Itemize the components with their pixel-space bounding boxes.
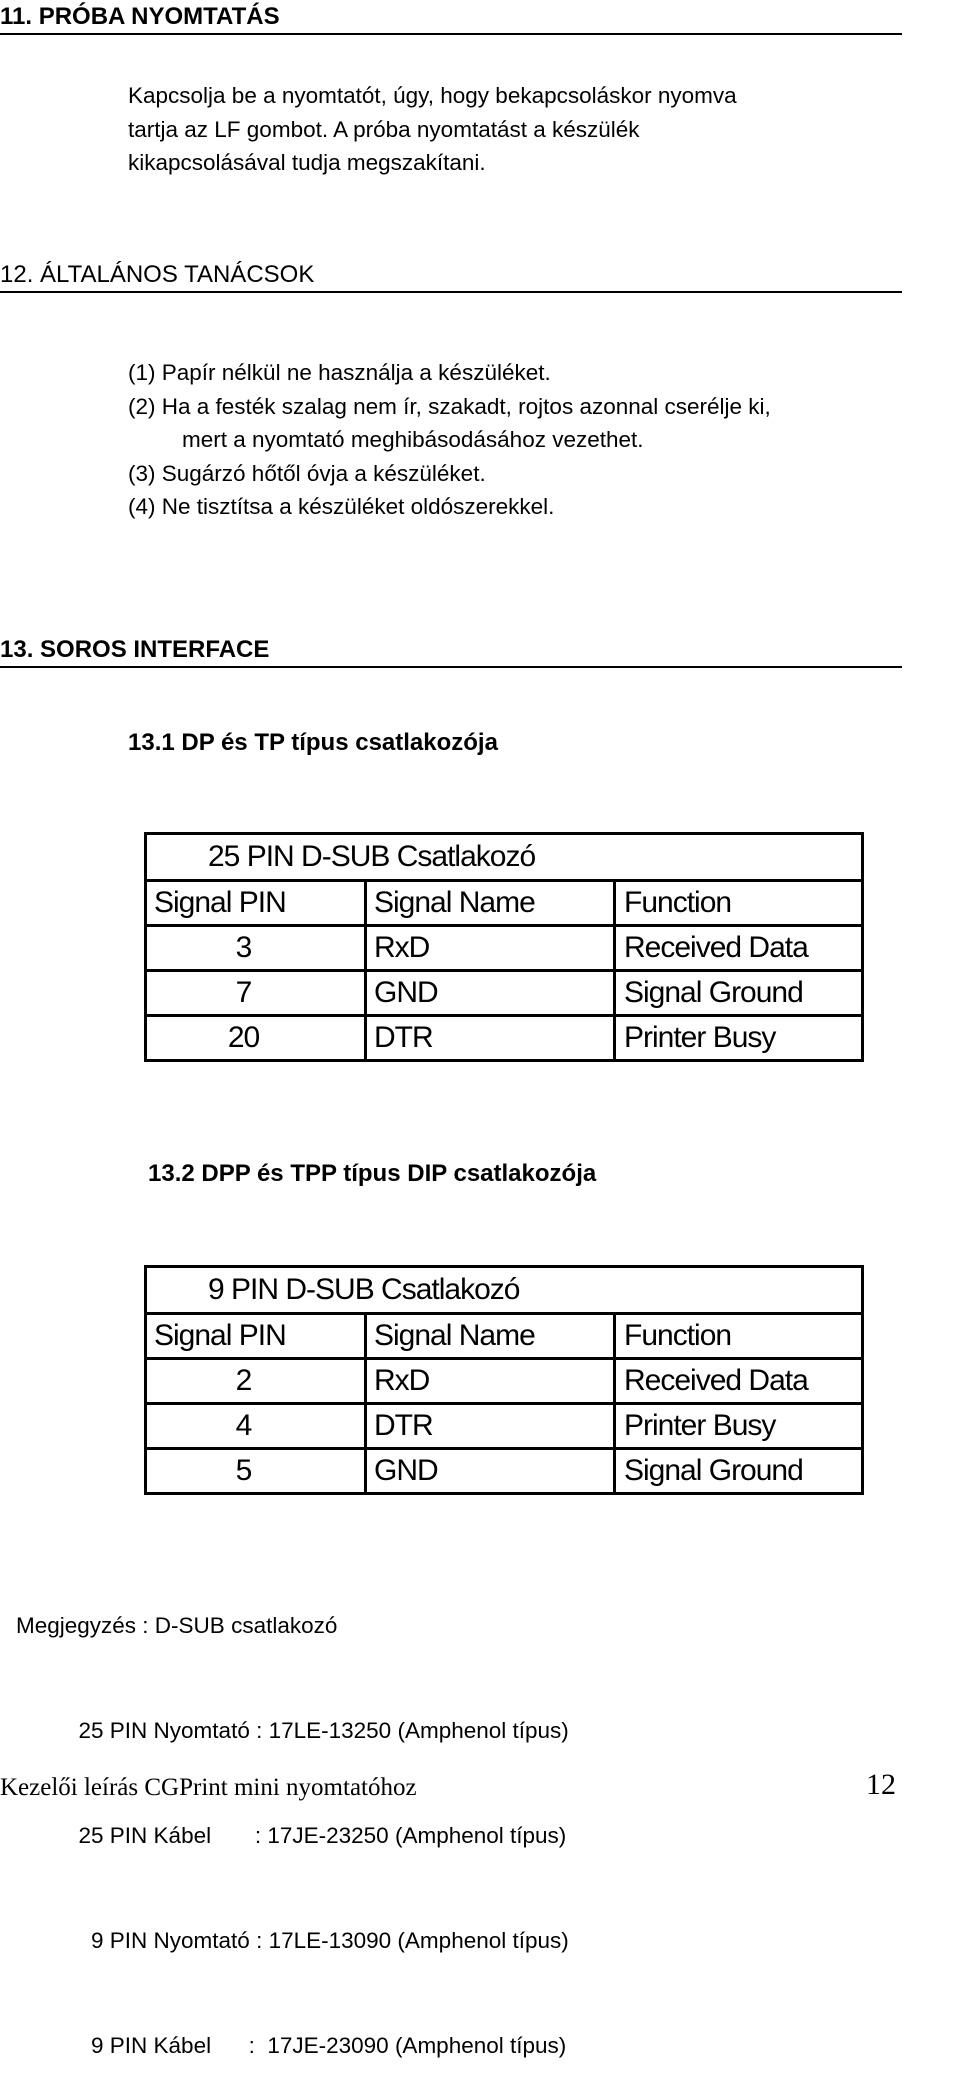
- section-heading-13: 13. SOROS INTERFACE: [0, 633, 902, 668]
- cell-signal-name: GND: [366, 1449, 615, 1494]
- cell-function: Signal Ground: [615, 971, 863, 1016]
- column-header-signal-pin: Signal PIN: [146, 881, 366, 926]
- section-12-list: [128, 356, 771, 524]
- notes-block: [16, 1538, 569, 2098]
- cell-signal-name: RxD: [366, 1359, 615, 1404]
- list-item: (2) Ha a festék szalag nem ír, szakadt, rojtos azonnal cserélje ki,: [128, 393, 771, 419]
- note-line: 9 PIN Kábel : 17JE-23090 (Amphenol típus): [16, 2033, 567, 2058]
- table-caption: 25 PIN D-SUB Csatlakozó: [146, 834, 863, 881]
- column-header-function: Function: [615, 881, 863, 926]
- cell-function: Printer Busy: [624, 1021, 776, 1054]
- table-row: [146, 1449, 863, 1494]
- cell-signal-name: RxD: [366, 926, 615, 971]
- cell-signal-name: DTR: [366, 1016, 615, 1061]
- note-line: 25 PIN Kábel : 17JE-23250 (Amphenol típus): [16, 1823, 567, 1848]
- cell-function: Printer Busy: [615, 1404, 863, 1449]
- column-header-signal-pin: Signal PIN: [146, 1314, 366, 1359]
- cell-function: Received Data: [615, 1359, 863, 1404]
- table-row: [146, 1016, 863, 1061]
- cell-signal-pin: 2: [146, 1359, 366, 1404]
- pin-table-25: [144, 832, 864, 1062]
- table-row: [146, 971, 863, 1016]
- cell-function: Received Data: [615, 926, 863, 971]
- subsection-heading-13-2: 13.2 DPP és TPP típus DIP csatlakozója: [148, 1160, 597, 1187]
- paragraph-line: Kapcsolja be a nyomtatót, úgy, hogy bekapcsoláskor nyomva: [128, 83, 737, 108]
- footer-title: Kezelői leírás CGPrint mini nyomtatóhoz: [0, 1774, 417, 1801]
- cell-signal-pin: 5: [146, 1449, 366, 1494]
- cell-signal-pin: 7: [146, 971, 366, 1016]
- cell-signal-name: GND: [366, 971, 615, 1016]
- pin-table-9: [144, 1265, 864, 1495]
- cell-signal-name: DTR: [366, 1404, 615, 1449]
- table-row: [146, 1404, 863, 1449]
- table-caption: 9 PIN D-SUB Csatlakozó: [146, 1267, 863, 1314]
- cell-signal-pin: 20: [146, 1016, 366, 1061]
- column-header-signal-name: Signal Name: [366, 881, 615, 926]
- list-item-continuation: mert a nyomtató meghibásodásához vezethet.: [182, 427, 644, 452]
- column-header-signal-name: Signal Name: [366, 1314, 615, 1359]
- column-header-function: Function: [615, 1314, 863, 1359]
- section-heading-11: 11. PRÓBA NYOMTATÁS: [0, 0, 902, 35]
- cell-function: Signal Ground: [624, 1454, 803, 1487]
- note-line: 9 PIN Nyomtató : 17LE-13090 (Amphenol típus): [16, 1928, 569, 1953]
- section-heading-12: 12. ÁLTALÁNOS TANÁCSOK: [0, 258, 902, 293]
- list-item: (3) Sugárzó hőtől óvja a készüléket.: [128, 460, 486, 486]
- table-row: [146, 1359, 863, 1404]
- cell-signal-pin: 3: [146, 926, 366, 971]
- paragraph-line: tartja az LF gombot. A próba nyomtatást a készülék: [128, 116, 640, 142]
- subsection-heading-13-1: 13.1 DP és TP típus csatlakozója: [128, 729, 498, 756]
- paragraph-line: kikapcsolásával tudja megszakítani.: [128, 150, 486, 175]
- section-11-paragraph: [128, 79, 737, 180]
- cell-signal-pin: 4: [146, 1404, 366, 1449]
- list-item: (4) Ne tisztítsa a készüléket oldószerekkel.: [128, 494, 555, 519]
- page-number: 12: [866, 1768, 896, 1801]
- table-row: [146, 926, 863, 971]
- list-item: (1) Papír nélkül ne használja a készüléket.: [128, 360, 551, 385]
- note-line: Megjegyzés : D-SUB csatlakozó: [16, 1613, 338, 1638]
- note-line: 25 PIN Nyomtató : 17LE-13250 (Amphenol típus): [16, 1718, 569, 1743]
